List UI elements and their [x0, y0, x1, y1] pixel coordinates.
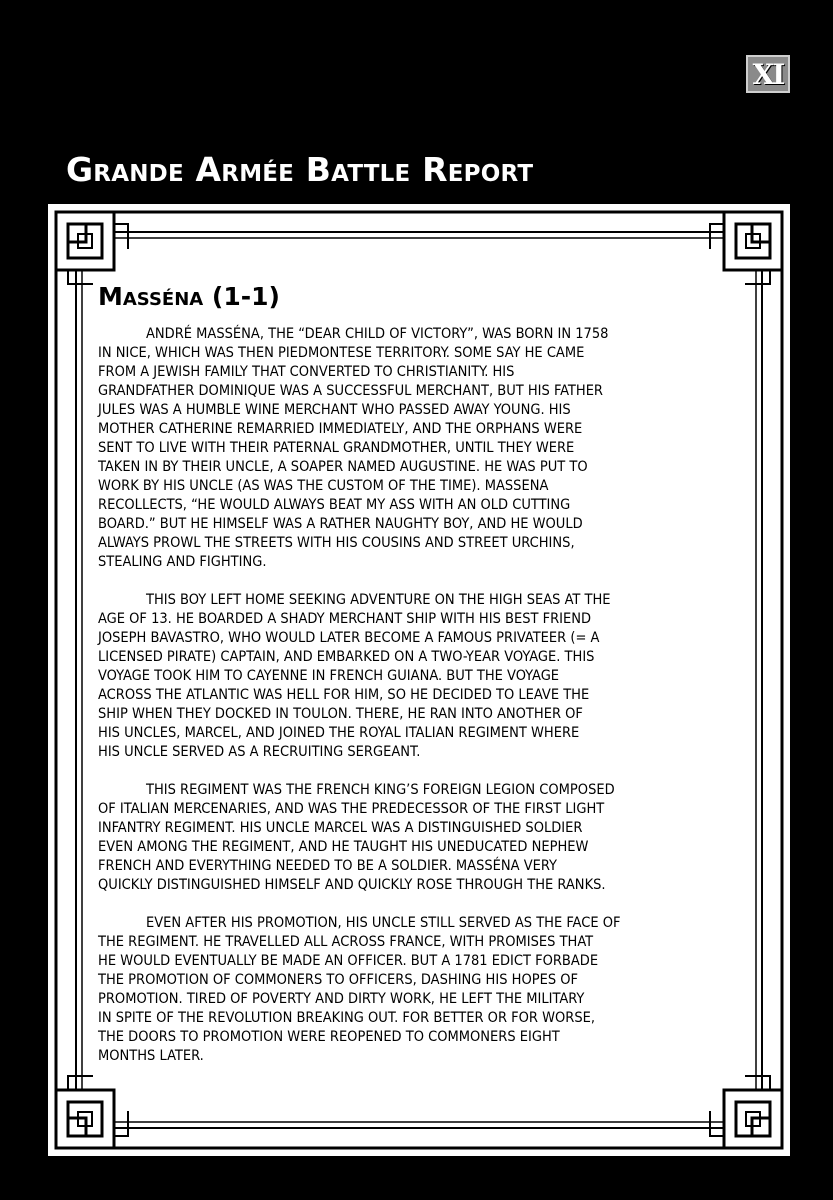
section-heading: Masséna (1-1) [98, 282, 280, 311]
chapter-number-badge: XI [746, 55, 790, 93]
page-title: Grande Armée Battle Report [66, 150, 534, 189]
article-panel [48, 204, 790, 1156]
paragraph-2: THIS BOY LEFT HOME SEEKING ADVENTURE ON THE HIGH SEAS AT THE AGE OF 13. HE BOARDED A SHADY MERCHANT SHIP WITH HIS BEST FRIEND JOSEPH BAVASTRO, WHO WOULD LATER BECOME A FAMOUS PRIVATEER (= A LICENSED PIRATE) CAPTAIN, AND EMBARKED ON A TWO-YEAR VOYAGE. THIS VOYAGE TOOK HIM TO CAYENNE IN FRENCH GUIANA. BUT THE VOYAGE ACROSS THE ATLANTIC WAS HELL FOR HIM, SO HE DECIDED TO LEAVE THE SHIP WHEN THEY DOCKED IN TOULON. THERE, HE RAN INTO ANOTHER OF HIS UNCLES, MARCEL, AND JOINED THE ROYAL ITALIAN REGIMENT WHERE HIS UNCLE SERVED AS A RECRUITING SERGEANT. [98, 592, 611, 760]
paragraph-3: THIS REGIMENT WAS THE FRENCH KING’S FOREIGN LEGION COMPOSED OF ITALIAN MERCENARIES, AND WAS THE PREDECESSOR OF THE FIRST LIGHT INFANTRY REGIMENT. HIS UNCLE MARCEL WAS A DISTINGUISHED SOLDIER EVEN AMONG THE REGIMENT, AND HE TAUGHT HIS UNEDUCATED NEPHEW FRENCH AND EVERYTHING NEEDED TO BE A SOLDIER. MASSÉNA VERY QUICKLY DISTINGUISHED HIMSELF AND QUICKLY ROSE THROUGH THE RANKS. [98, 782, 615, 893]
paragraph-1: ANDRÉ MASSÉNA, THE “DEAR CHILD OF VICTORY”, WAS BORN IN 1758 IN NICE, WHICH WAS THEN PIEDMONTESE TERRITORY. SOME SAY HE CAME FROM A JEWISH FAMILY THAT CONVERTED TO CHRISTIANITY. HIS GRANDFATHER DOMINIQUE WAS A SUCCESSFUL MERCHANT, BUT HIS FATHER JULES WAS A HUMBLE WINE MERCHANT WHO PASSED AWAY YOUNG. HIS MOTHER CATHERINE REMARRIED IMMEDIATELY, AND THE ORPHANS WERE SENT TO LIVE WITH THEIR PATERNAL GRANDMOTHER, UNTIL THEY WERE TAKEN IN BY THEIR UNCLE, A SOAPER NAMED AUGUSTINE. HE WAS PUT TO WORK BY HIS UNCLE (AS WAS THE CUSTOM OF THE TIME). MASSENA RECOLLECTS, “HE WOULD ALWAYS BEAT MY ASS WITH AN OLD CUTTING BOARD.” BUT HE HIMSELF WAS A RATHER NAUGHTY BOY, AND HE WOULD ALWAYS PROWL THE STREETS WITH HIS COUSINS AND STREET URCHINS, STEALING AND FIGHTING. [98, 326, 609, 570]
paragraph-4: EVEN AFTER HIS PROMOTION, HIS UNCLE STILL SERVED AS THE FACE OF THE REGIMENT. HE TRAVELLED ALL ACROSS FRANCE, WITH PROMISES THAT HE WOULD EVENTUALLY BE MADE AN OFFICER. BUT A 1781 EDICT FORBADE THE PROMOTION OF COMMONERS TO OFFICERS, DASHING HIS HOPES OF PROMOTION. TIRED OF POVERTY AND DIRTY WORK, HE LEFT THE MILITARY IN SPITE OF THE REVOLUTION BREAKING OUT. FOR BETTER OR FOR WORSE, THE DOORS TO PROMOTION WERE REOPENED TO COMMONERS EIGHT MONTHS LATER. [98, 915, 621, 1064]
article-content [98, 282, 746, 1085]
